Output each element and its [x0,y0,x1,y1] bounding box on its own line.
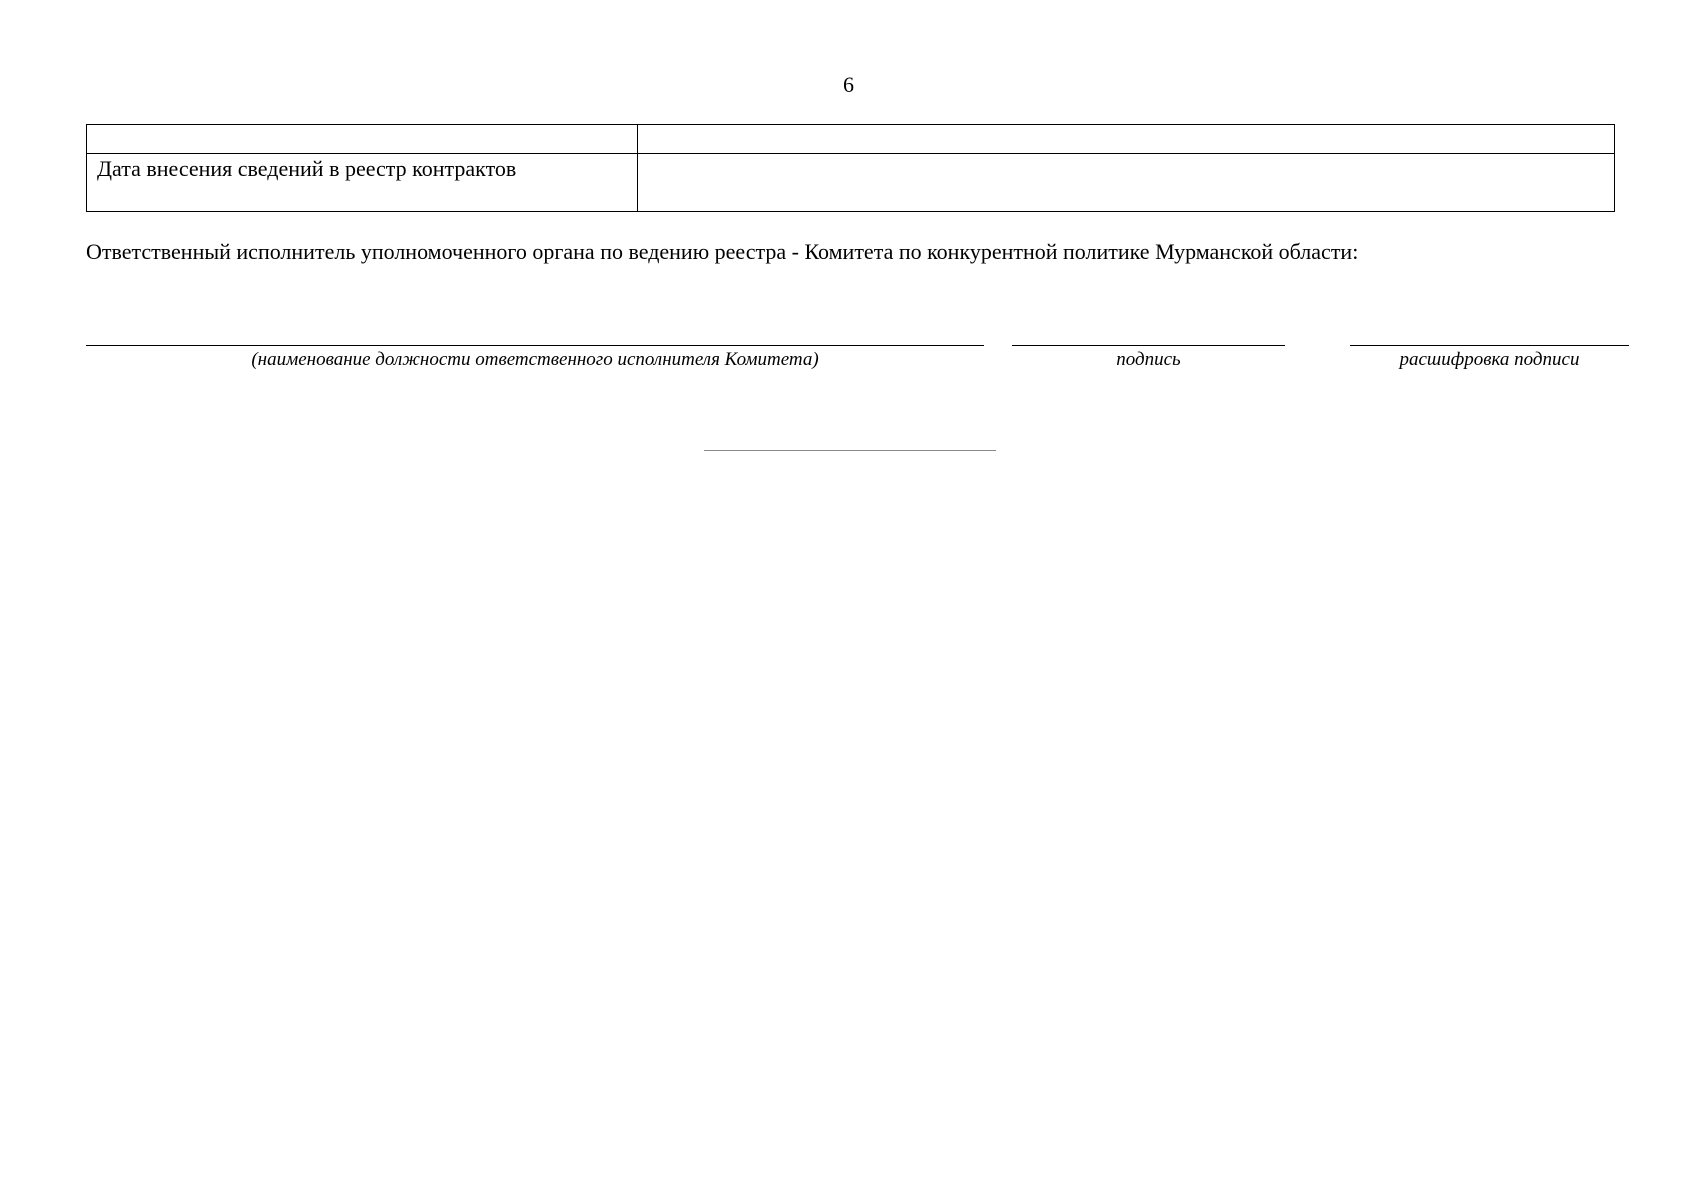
contract-registry-table [86,124,1615,212]
registry-entry-date-value [638,154,1615,212]
decoding-signature-line [1350,345,1629,346]
signature-caption: подпись [1116,349,1181,370]
table-cell-label [87,125,638,154]
responsible-executor-text: Ответственный исполнитель уполномоченного органа по ведению реестра - Комитета по конкурентной политике Мурманской области: [86,239,1359,264]
document-end-rule [704,450,996,451]
table-row [87,125,1615,154]
position-caption: (наименование должности ответственного исполнителя Комитета) [251,349,819,370]
table-row [87,154,1615,212]
table-cell-value [638,125,1615,154]
registry-entry-date-label: Дата внесения сведений в реестр контрактов [87,154,638,212]
page-number: 6 [843,72,854,97]
decoding-caption: расшифровка подписи [1399,349,1580,370]
position-signature-line [86,345,984,346]
signature-line [1012,345,1285,346]
